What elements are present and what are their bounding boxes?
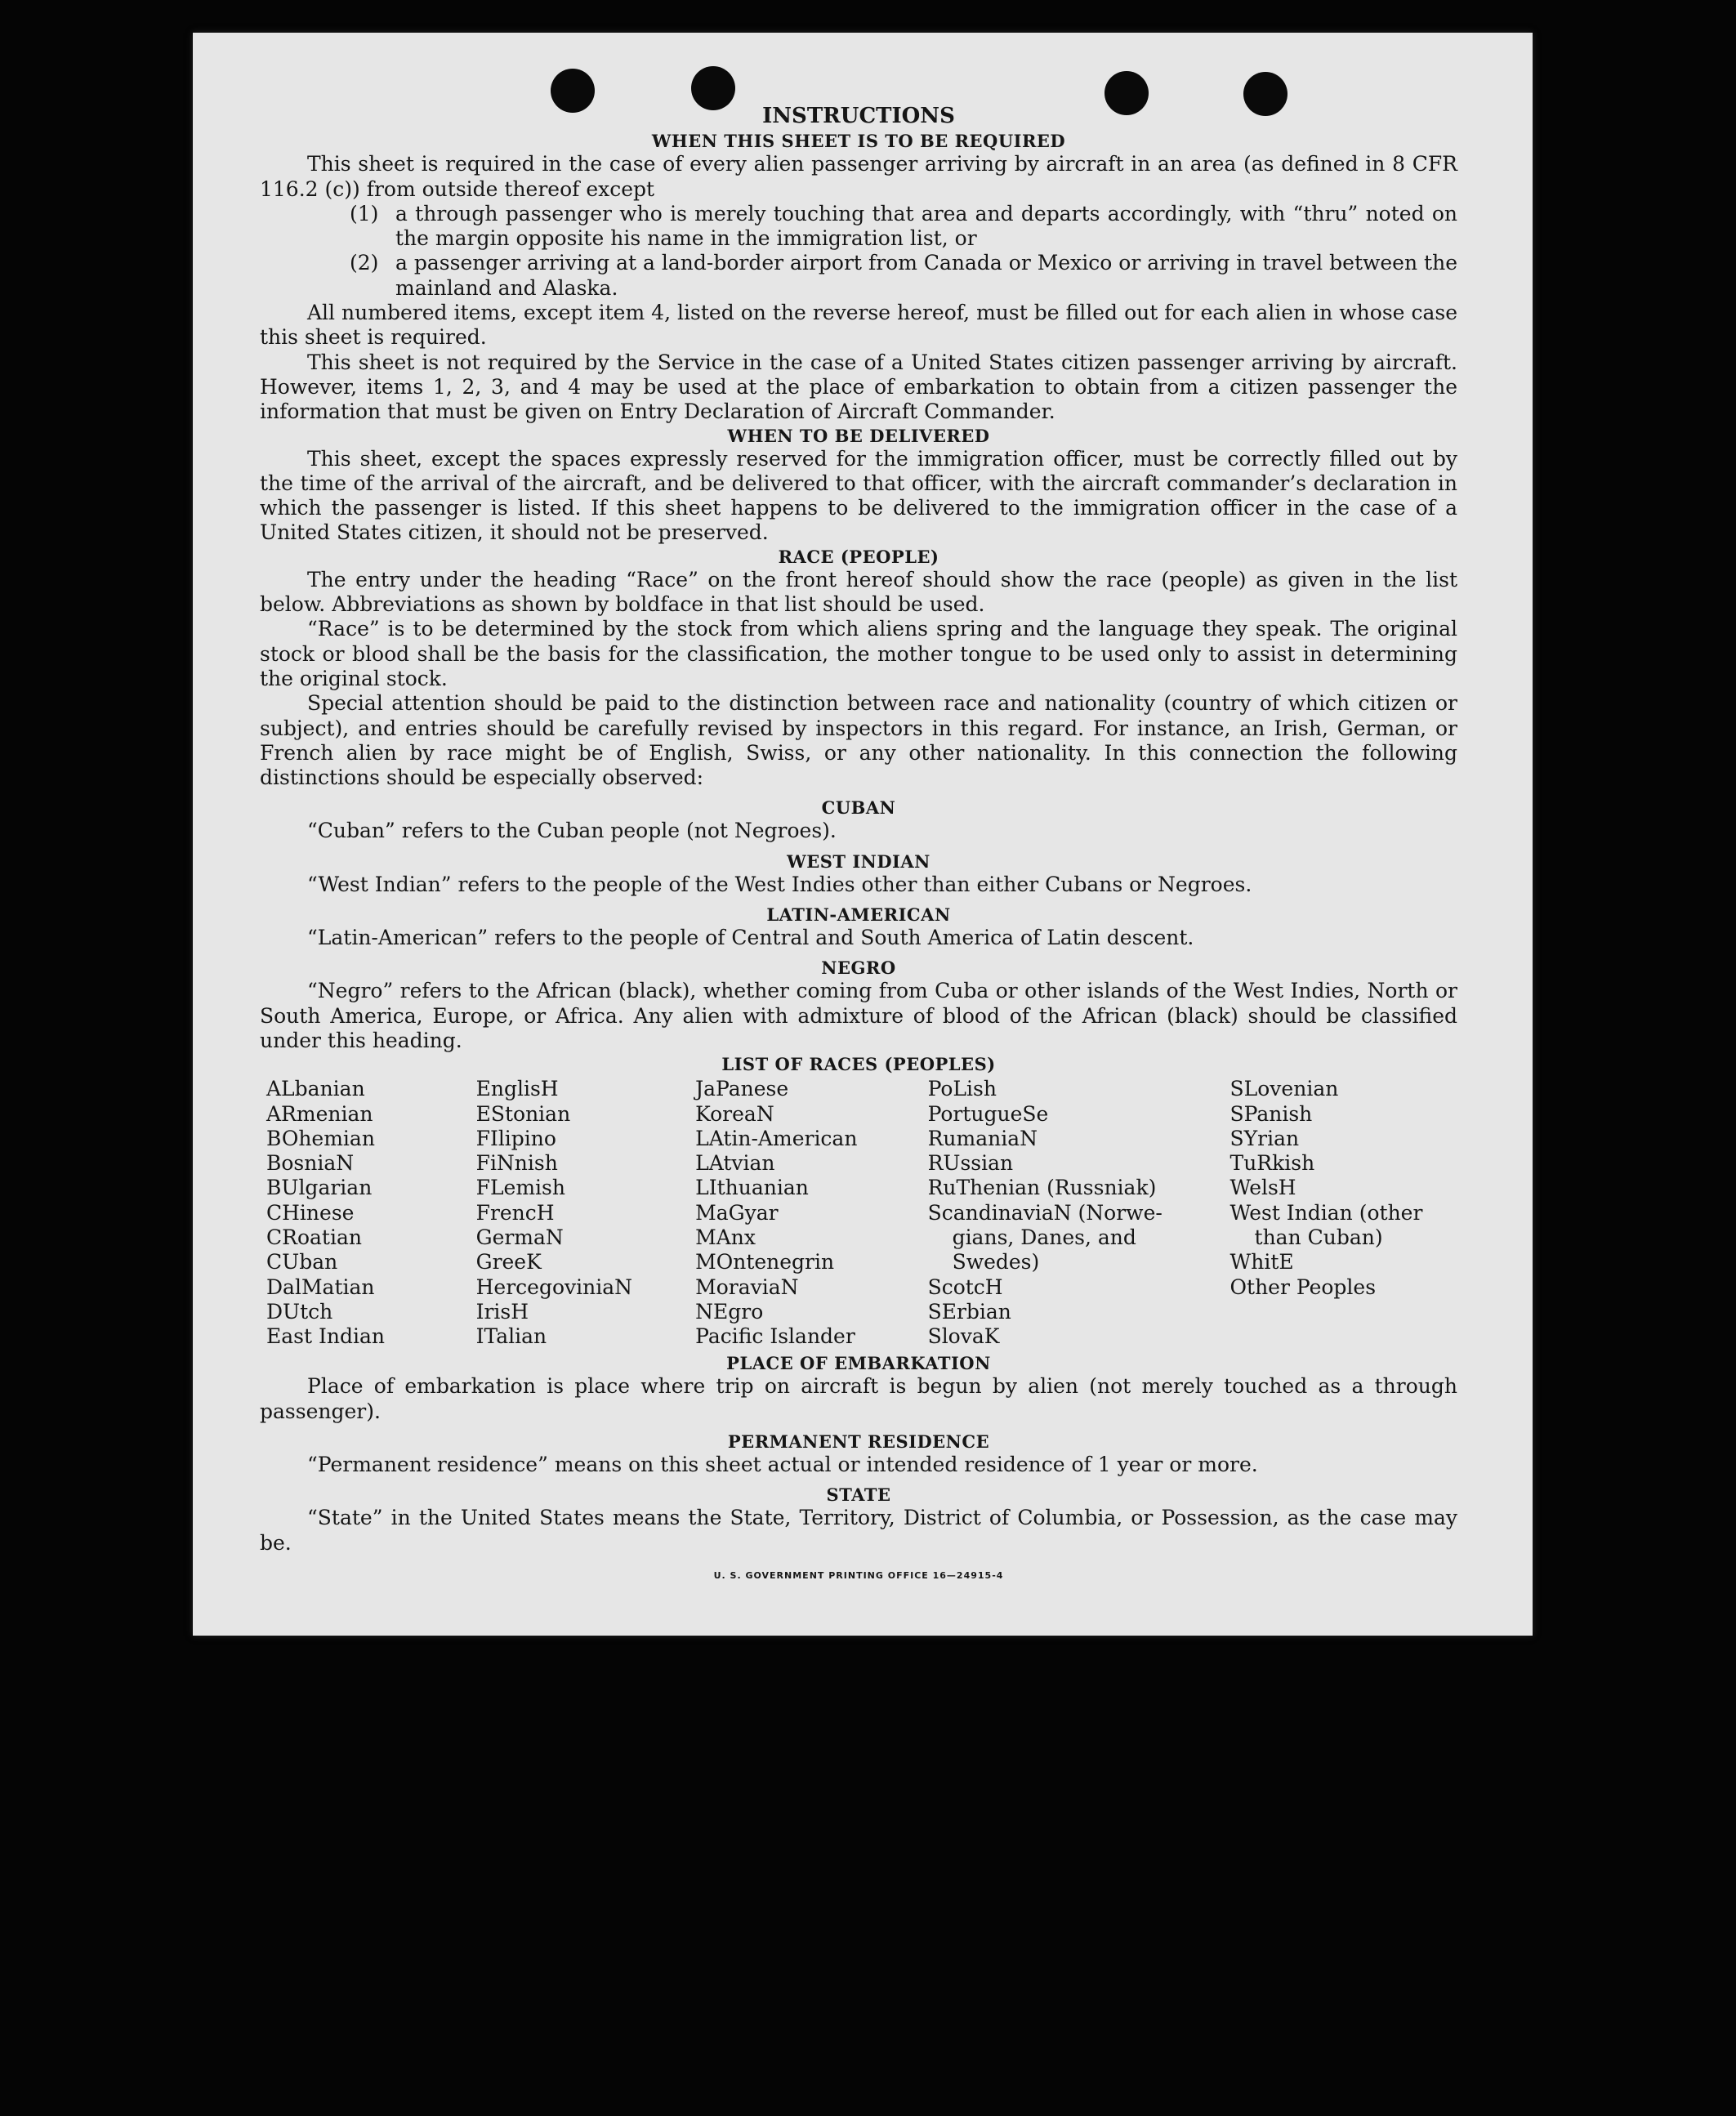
- race-entry: WelsH: [1229, 1176, 1296, 1200]
- race-entry: ScotcH: [927, 1275, 1003, 1299]
- heading-state: STATE: [826, 1484, 891, 1506]
- heading-race: RACE (PEOPLE): [778, 546, 939, 567]
- race-entry: TuRkish: [1229, 1151, 1315, 1176]
- race-entry: IrisH: [475, 1299, 529, 1324]
- race-entry: ITalian: [475, 1324, 547, 1349]
- paragraph: “State” in the United States means the State, Territory, District of Columbia, or Possession, as the case may be.: [260, 1506, 1457, 1555]
- heading-when-required: WHEN THIS SHEET IS TO BE REQUIRED: [651, 131, 1066, 152]
- race-entry: EStonian: [475, 1101, 571, 1126]
- race-entry: CUban: [266, 1250, 338, 1275]
- race-entry: BosniaN: [266, 1151, 355, 1176]
- list-item: [260, 202, 1457, 252]
- race-entry: ScandinaviaN (Norwe-: [927, 1200, 1163, 1225]
- races-column: [1230, 1077, 1457, 1349]
- races-column: [266, 1077, 476, 1349]
- race-entry: SLovenian: [1229, 1077, 1339, 1101]
- race-entry: GreeK: [475, 1250, 542, 1275]
- race-entry: CHinese: [266, 1200, 355, 1225]
- race-entry: MaGyar: [695, 1200, 779, 1225]
- paragraph: All numbered items, except item 4, listed on the reverse hereof, must be filled out for each alien in whose case this sheet is required.: [260, 301, 1457, 350]
- instructions-content: [260, 104, 1457, 1588]
- race-entry: SPanish: [1229, 1101, 1313, 1126]
- race-entry: PoLish: [927, 1077, 997, 1101]
- race-entry: LIthuanian: [695, 1176, 809, 1200]
- race-entry: RumaniaN: [927, 1126, 1038, 1150]
- paragraph: “Cuban” refers to the Cuban people (not Negroes).: [307, 819, 837, 843]
- heading-list-of-races: LIST OF RACES (PEOPLES): [721, 1054, 996, 1075]
- race-entry: DUtch: [266, 1299, 333, 1324]
- heading-negro: NEGRO: [821, 958, 896, 979]
- paragraph: “Latin-American” refers to the people of Central and South America of Latin descent.: [307, 926, 1194, 950]
- races-column: [695, 1077, 927, 1349]
- race-entry: JaPanese: [695, 1077, 789, 1101]
- races-column: [476, 1077, 696, 1349]
- paragraph: Special attention should be paid to the distinction between race and nationality (country of which citizen or subject), and entries should be carefully revised by inspectors in this regard. For instance, an Irish, German, or French alien by race might be of English, Swiss, or any other nationality. In this connection the following distinctions should be especially observed:: [260, 691, 1457, 790]
- race-entry: HercegoviniaN: [475, 1275, 632, 1299]
- heading-permanent-residence: PERMANENT RESIDENCE: [727, 1431, 990, 1453]
- race-entry: DalMatian: [266, 1275, 375, 1299]
- race-entry: gians, Danes, and: [952, 1225, 1136, 1249]
- item-text: a passenger arriving at a land-border airport from Canada or Mexico or arriving in travel between the mainland and Alaska.: [395, 251, 1457, 300]
- race-entry: ARmenian: [266, 1101, 373, 1126]
- race-entry: FrencH: [475, 1200, 555, 1225]
- race-entry: MAnx: [695, 1225, 756, 1249]
- paragraph: “West Indian” refers to the people of the West Indies other than either Cubans or Negroes.: [307, 872, 1252, 896]
- races-table: [266, 1077, 1457, 1349]
- paragraph: Place of embarkation is place where trip on aircraft is begun by alien (not merely touched as a through passenger).: [260, 1374, 1457, 1423]
- item-text: a through passenger who is merely touching that area and departs accordingly, with “thru” noted on the margin opposite his name in the immigration list, or: [395, 201, 1457, 251]
- heading-place-of-embarkation: PLACE OF EMBARKATION: [726, 1353, 991, 1374]
- race-entry: GermaN: [475, 1225, 564, 1249]
- race-entry: KoreaN: [695, 1101, 774, 1126]
- document-sheet: [193, 33, 1533, 1636]
- race-entry: LAtvian: [695, 1151, 775, 1176]
- race-entry: SErbian: [927, 1299, 1011, 1324]
- paragraph: “Negro” refers to the African (black), whether coming from Cuba or other islands of the West Indies, North or South America, Europe, or Africa. Any alien with admixture of blood of the African (black) should be classified under this heading.: [260, 979, 1457, 1052]
- race-entry: West Indian (other: [1229, 1200, 1423, 1225]
- paragraph: This sheet is required in the case of every alien passenger arriving by aircraft in an area (as defined in 8 CFR 116.2 (c)) from outside thereof except: [260, 152, 1457, 201]
- paragraph: “Permanent residence” means on this sheet actual or intended residence of 1 year or more.: [307, 1453, 1258, 1477]
- race-entry: PortugueSe: [927, 1101, 1049, 1126]
- page-title: INSTRUCTIONS: [762, 104, 955, 128]
- heading-west-indian: WEST INDIAN: [787, 850, 930, 872]
- race-entry: than Cuban): [1254, 1225, 1383, 1249]
- race-entry: NEgro: [695, 1299, 764, 1324]
- race-entry: ALbanian: [266, 1077, 365, 1101]
- race-entry: MOntenegrin: [695, 1250, 835, 1275]
- race-entry: BOhemian: [266, 1126, 375, 1150]
- race-entry: MoraviaN: [695, 1275, 799, 1299]
- races-column: [928, 1077, 1230, 1349]
- paragraph: This sheet, except the spaces expressly reserved for the immigration officer, must be correctly filled out by the time of the arrival of the aircraft, and be delivered to that officer, with the aircraft commander’s declaration in which the passenger is listed. If this sheet happens to be delivered to the immigration officer in the case of a United States citizen, it should not be preserved.: [260, 446, 1457, 545]
- race-entry: WhitE: [1229, 1250, 1294, 1275]
- race-entry: SlovaK: [927, 1324, 1000, 1349]
- paragraph: “Race” is to be determined by the stock from which aliens spring and the language they speak. The original stock or blood shall be the basis for the classification, the mother tongue to be used only to assist in determining the original stock.: [260, 617, 1457, 690]
- race-entry: Other Peoples: [1229, 1275, 1377, 1299]
- item-number: (1): [350, 201, 379, 225]
- item-number: (2): [350, 251, 379, 275]
- paragraph: This sheet is not required by the Service in the case of a United States citizen passenger arriving by aircraft. However, items 1, 2, 3, and 4 may be used at the place of embarkation to obtain from a citizen passenger the information that must be given on Entry Declaration of Aircraft Commander.: [260, 350, 1457, 424]
- race-entry: Swedes): [952, 1250, 1040, 1275]
- list-item: [260, 251, 1457, 301]
- race-entry: RUssian: [927, 1151, 1014, 1176]
- race-entry: BUlgarian: [266, 1176, 373, 1200]
- race-entry: EnglisH: [475, 1077, 559, 1101]
- printing-office-footer: U. S. GOVERNMENT PRINTING OFFICE 16—24915-4: [713, 1569, 1004, 1581]
- paragraph: The entry under the heading “Race” on the front hereof should show the race (people) as given in the list below. Abbreviations as shown by boldface in that list should be used.: [260, 567, 1457, 617]
- race-entry: LAtin-American: [695, 1126, 858, 1150]
- race-entry: FIlipino: [475, 1126, 556, 1150]
- race-entry: East Indian: [266, 1324, 385, 1349]
- race-entry: Pacific Islander: [695, 1324, 855, 1349]
- race-entry: SYrian: [1229, 1126, 1300, 1150]
- heading-latin-american: LATIN-AMERICAN: [766, 904, 951, 926]
- heading-when-delivered: WHEN TO BE DELIVERED: [727, 425, 990, 446]
- heading-cuban: CUBAN: [821, 797, 896, 819]
- race-entry: RuThenian (Russniak): [927, 1176, 1157, 1200]
- race-entry: CRoatian: [266, 1225, 362, 1249]
- race-entry: FiNnish: [475, 1151, 558, 1176]
- race-entry: FLemish: [475, 1176, 565, 1200]
